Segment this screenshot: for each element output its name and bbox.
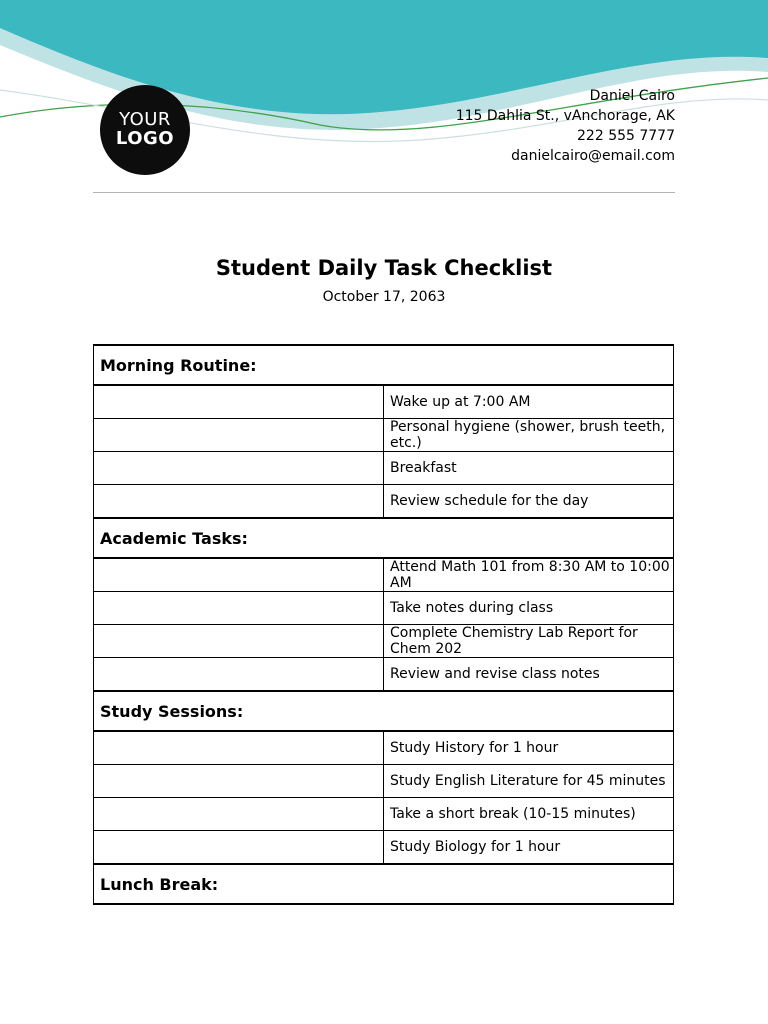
- section-row-study-sessions: [94, 691, 674, 731]
- checkbox-cell[interactable]: [94, 385, 384, 419]
- section-heading: Morning Routine:: [94, 345, 674, 385]
- task-text: Study English Literature for 45 minutes: [384, 765, 674, 798]
- section-row-academic-tasks: [94, 518, 674, 558]
- task-text: Wake up at 7:00 AM: [384, 385, 674, 419]
- task-row: [94, 625, 674, 658]
- contact-name: Daniel Cairo: [589, 88, 675, 104]
- contact-phone: 222 555 7777: [577, 128, 675, 144]
- task-text: Take a short break (10-15 minutes): [384, 798, 674, 831]
- task-row: [94, 419, 674, 452]
- task-row: [94, 452, 674, 485]
- task-text: Study History for 1 hour: [384, 731, 674, 765]
- task-text: Study Biology for 1 hour: [384, 831, 674, 865]
- document-date: October 17, 2063: [322, 289, 446, 305]
- task-row: [94, 731, 674, 765]
- checkbox-cell[interactable]: [94, 765, 384, 798]
- logo: [100, 85, 190, 175]
- checklist-table: [93, 344, 674, 905]
- checkbox-cell[interactable]: [94, 731, 384, 765]
- checkbox-cell[interactable]: [94, 452, 384, 485]
- task-row: [94, 765, 674, 798]
- checkbox-cell[interactable]: [94, 558, 384, 592]
- document-title: Student Daily Task Checklist: [215, 256, 553, 280]
- task-text: Review and revise class notes: [384, 658, 674, 692]
- section-heading: Academic Tasks:: [94, 518, 674, 558]
- checkbox-cell[interactable]: [94, 658, 384, 692]
- checkbox-cell[interactable]: [94, 798, 384, 831]
- checkbox-cell[interactable]: [94, 419, 384, 452]
- task-row: [94, 592, 674, 625]
- task-text: Breakfast: [384, 452, 674, 485]
- task-row: [94, 831, 674, 865]
- task-text: Complete Chemistry Lab Report for Chem 202: [384, 625, 674, 658]
- checkbox-cell[interactable]: [94, 485, 384, 519]
- task-row: [94, 658, 674, 692]
- checkbox-cell[interactable]: [94, 592, 384, 625]
- task-row: [94, 485, 674, 519]
- checkbox-cell[interactable]: [94, 625, 384, 658]
- task-row: [94, 558, 674, 592]
- checkbox-cell[interactable]: [94, 831, 384, 865]
- section-heading: Study Sessions:: [94, 691, 674, 731]
- task-text: Attend Math 101 from 8:30 AM to 10:00 AM: [384, 558, 674, 592]
- task-text: Take notes during class: [384, 592, 674, 625]
- logo-text-top: YOUR: [119, 109, 171, 131]
- contact-email: danielcairo@email.com: [511, 148, 675, 164]
- task-text: Review schedule for the day: [384, 485, 674, 519]
- contact-address: 115 Dahlia St., vAnchorage, AK: [455, 108, 675, 124]
- logo-text-bottom: LOGO: [115, 128, 175, 149]
- header-divider: [93, 192, 675, 193]
- section-row-morning-routine: [94, 345, 674, 385]
- section-heading: Lunch Break:: [94, 864, 674, 904]
- task-row: [94, 798, 674, 831]
- task-text: Personal hygiene (shower, brush teeth, etc.): [384, 419, 674, 452]
- contact-block: [456, 86, 675, 166]
- task-row: [94, 385, 674, 419]
- section-row-lunch-break: [94, 864, 674, 904]
